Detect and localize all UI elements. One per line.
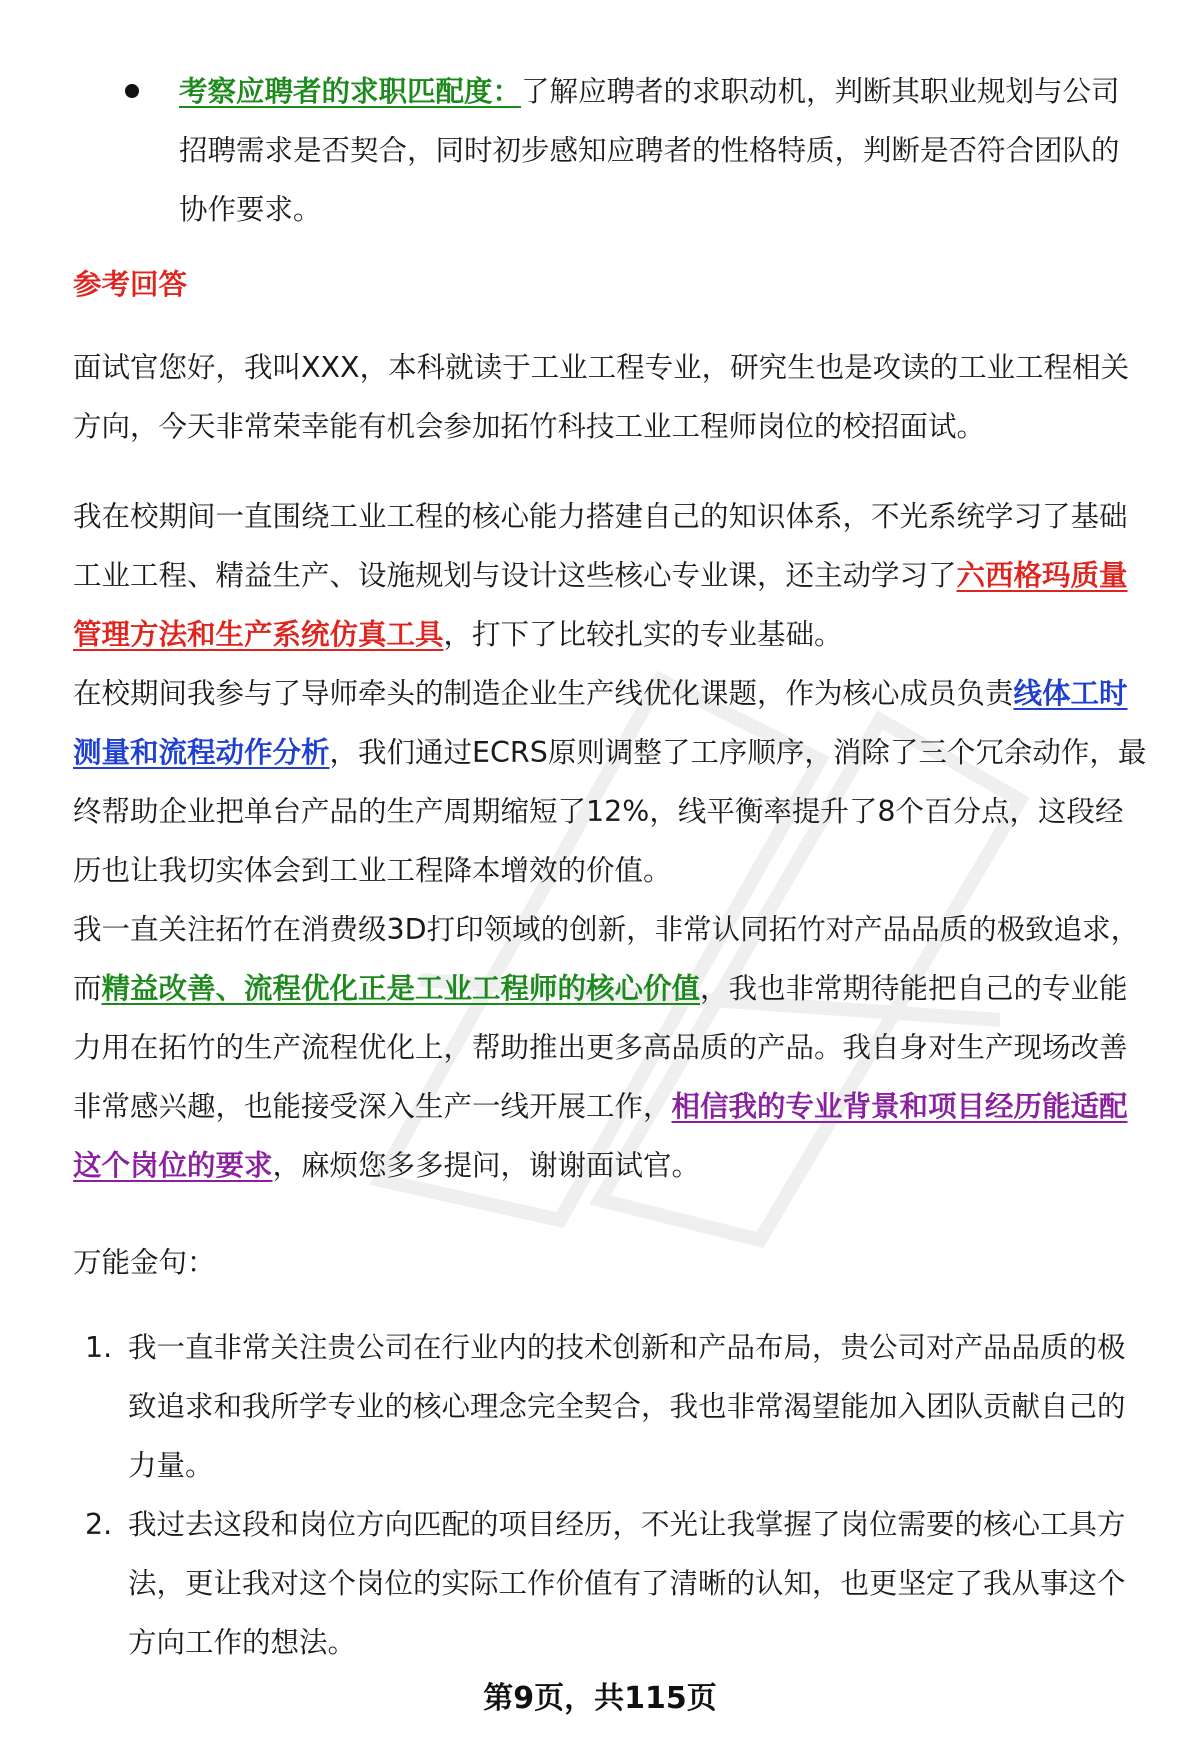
list-item-text: 我一直非常关注贵公司在行业内的技术创新和产品布局，贵公司对产品品质的极致追求和我所学专业的核心理念完全契合，我也非常渴望能加入团队贡献自己的力量。 [128, 1331, 1126, 1482]
para2-text-6: ，我也非常期待能把自己的专业能力用在拓竹的生产流程优化上，帮助推出更多高品质的产品。我自身对生产现场改善非常感兴趣，也能接受深入生产一线开展工作， [73, 972, 1128, 1123]
list-item [73, 1495, 1148, 1672]
para2-highlight-blue: 线体工时测量和流程动作分析 [73, 677, 1128, 769]
answer-paragraph-body [73, 487, 1148, 1195]
para2-text-3: 在校期间我参与了导师牵头的制造企业生产线优化课题，作为核心成员负责 [73, 677, 1014, 710]
bullet-paragraph [179, 62, 1145, 239]
golden-sentence-list [73, 1318, 1148, 1672]
para2-text-5: 我一直关注拓竹在消费级3D打印领域的创新，非常认同拓竹对产品品质的极致追求，而 [73, 913, 1140, 1005]
para2-text-4: ，我们通过ECRS原则调整了工序顺序，消除了三个冗余动作，最终帮助企业把单台产品的生产周期缩短了12%，线平衡率提升了8个百分点，这段经历也让我切实体会到工业工程降本增效的价值。 [73, 736, 1147, 887]
section-title: 参考回答 [73, 268, 188, 301]
bullet-text: 了解应聘者的求职动机，判断其职业规划与公司招聘需求是否契合，同时初步感知应聘者的性格特质，判断是否符合团队的协作要求。 [179, 75, 1120, 226]
list-item [73, 1318, 1148, 1495]
para2-text-1: 我在校期间一直围绕工业工程的核心能力搭建自己的知识体系，不光系统学习了基础工业工程、精益生产、设施规划与设计这些核心专业课，还主动学习了 [73, 500, 1128, 592]
bullet-item [125, 62, 1145, 239]
para2-highlight-green: 精益改善、流程优化正是工业工程师的核心价值 [101, 972, 701, 1005]
golden-sentence-label: 万能金句： [73, 1246, 216, 1279]
answer-paragraph-intro: 面试官您好，我叫XXX，本科就读于工业工程专业，研究生也是攻读的工业工程相关方向，今天非常荣幸能有机会参加拓竹科技工业工程师岗位的校招面试。 [73, 351, 1130, 443]
para2-text-2: ，打下了比较扎实的专业基础。 [443, 618, 843, 651]
para2-highlight-red: 六西格玛质量管理方法和生产系统仿真工具 [73, 559, 1128, 651]
page-footer: 第9页，共115页 [483, 1681, 717, 1716]
bullet-highlight: 考察应聘者的求职匹配度： [179, 75, 522, 108]
list-item-text: 我过去这段和岗位方向匹配的项目经历，不光让我掌握了岗位需要的核心工具方法，更让我对这个岗位的实际工作价值有了清晰的认知，也更坚定了我从事这个方向工作的想法。 [128, 1508, 1126, 1659]
list-item-number: 1. [85, 1331, 113, 1364]
list-item-number: 2. [85, 1508, 113, 1541]
bullet-dot-icon [125, 84, 139, 98]
para2-text-7: ，麻烦您多多提问，谢谢面试官。 [272, 1149, 701, 1182]
para2-highlight-purple: 相信我的专业背景和项目经历能适配这个岗位的要求 [73, 1090, 1128, 1182]
